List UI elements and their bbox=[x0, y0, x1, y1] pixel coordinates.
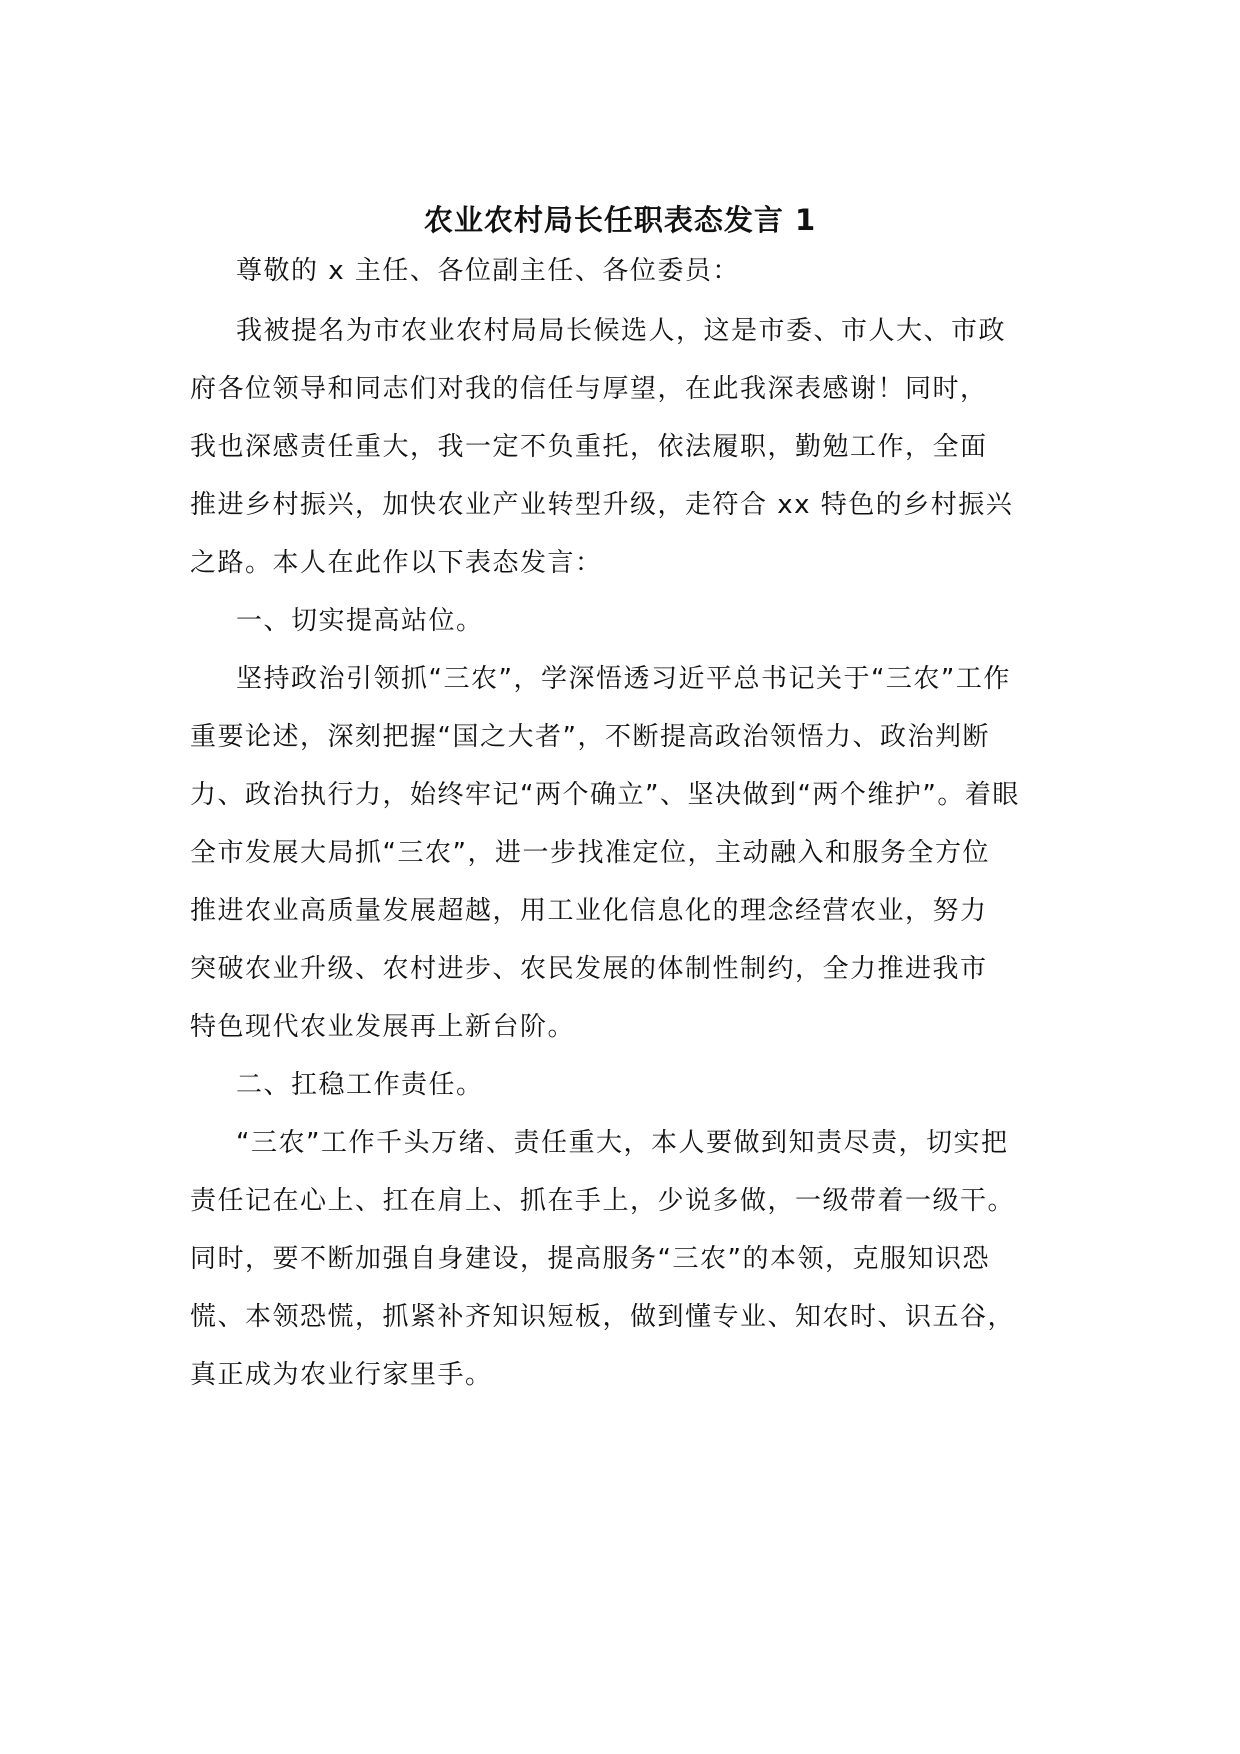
paragraph-line: 推进乡村振兴，加快农业产业转型升级，走符合 xx 特色的乡村振兴 bbox=[190, 490, 1014, 520]
salutation: 尊敬的 x 主任、各位副主任、各位委员： bbox=[236, 256, 740, 286]
document-title: 农业农村局长任职表态发言 1 bbox=[423, 203, 817, 237]
paragraph-line: 府各位领导和同志们对我的信任与厚望，在此我深表感谢！同时， bbox=[190, 374, 988, 404]
paragraph-line: 同时，要不断加强自身建设，提高服务“三农”的本领，克服知识恐 bbox=[190, 1244, 990, 1274]
section-heading: 二、扛稳工作责任。 bbox=[236, 1070, 484, 1100]
paragraph-line: 我也深感责任重大，我一定不负重托，依法履职，勤勉工作，全面 bbox=[190, 432, 988, 462]
paragraph-line: 坚持政治引领抓“三农”，学深悟透习近平总书记关于“三农”工作 bbox=[236, 664, 1011, 694]
paragraph-line: 全市发展大局抓“三农”，进一步找准定位，主动融入和服务全方位 bbox=[190, 838, 990, 868]
paragraph-line: 我被提名为市农业农村局局长候选人，这是市委、市人大、市政 bbox=[236, 316, 1007, 346]
paragraph-line: 力、政治执行力，始终牢记“两个确立”、坚决做到“两个维护”。着眼 bbox=[190, 780, 1020, 810]
paragraph-line: “三农”工作千头万绪、责任重大，本人要做到知责尽责，切实把 bbox=[236, 1128, 1009, 1158]
paragraph-line: 特色现代农业发展再上新台阶。 bbox=[190, 1012, 576, 1042]
paragraph-line: 之路。本人在此作以下表态发言： bbox=[190, 548, 603, 578]
paragraph-line: 重要论述，深刻把握“国之大者”，不断提高政治领悟力、政治判断 bbox=[190, 722, 990, 752]
paragraph-line: 突破农业升级、农村进步、农民发展的体制性制约，全力推进我市 bbox=[190, 954, 988, 984]
paragraph-line: 慌、本领恐慌，抓紧补齐知识短板，做到懂专业、知农时、识五谷， bbox=[190, 1302, 1016, 1332]
paragraph-line: 真正成为农业行家里手。 bbox=[190, 1360, 493, 1390]
section-heading: 一、切实提高站位。 bbox=[236, 606, 484, 636]
paragraph-line: 推进农业高质量发展超越，用工业化信息化的理念经营农业，努力 bbox=[190, 896, 988, 926]
paragraph-line: 责任记在心上、扛在肩上、抓在手上，少说多做，一级带着一级干。 bbox=[190, 1186, 1016, 1216]
